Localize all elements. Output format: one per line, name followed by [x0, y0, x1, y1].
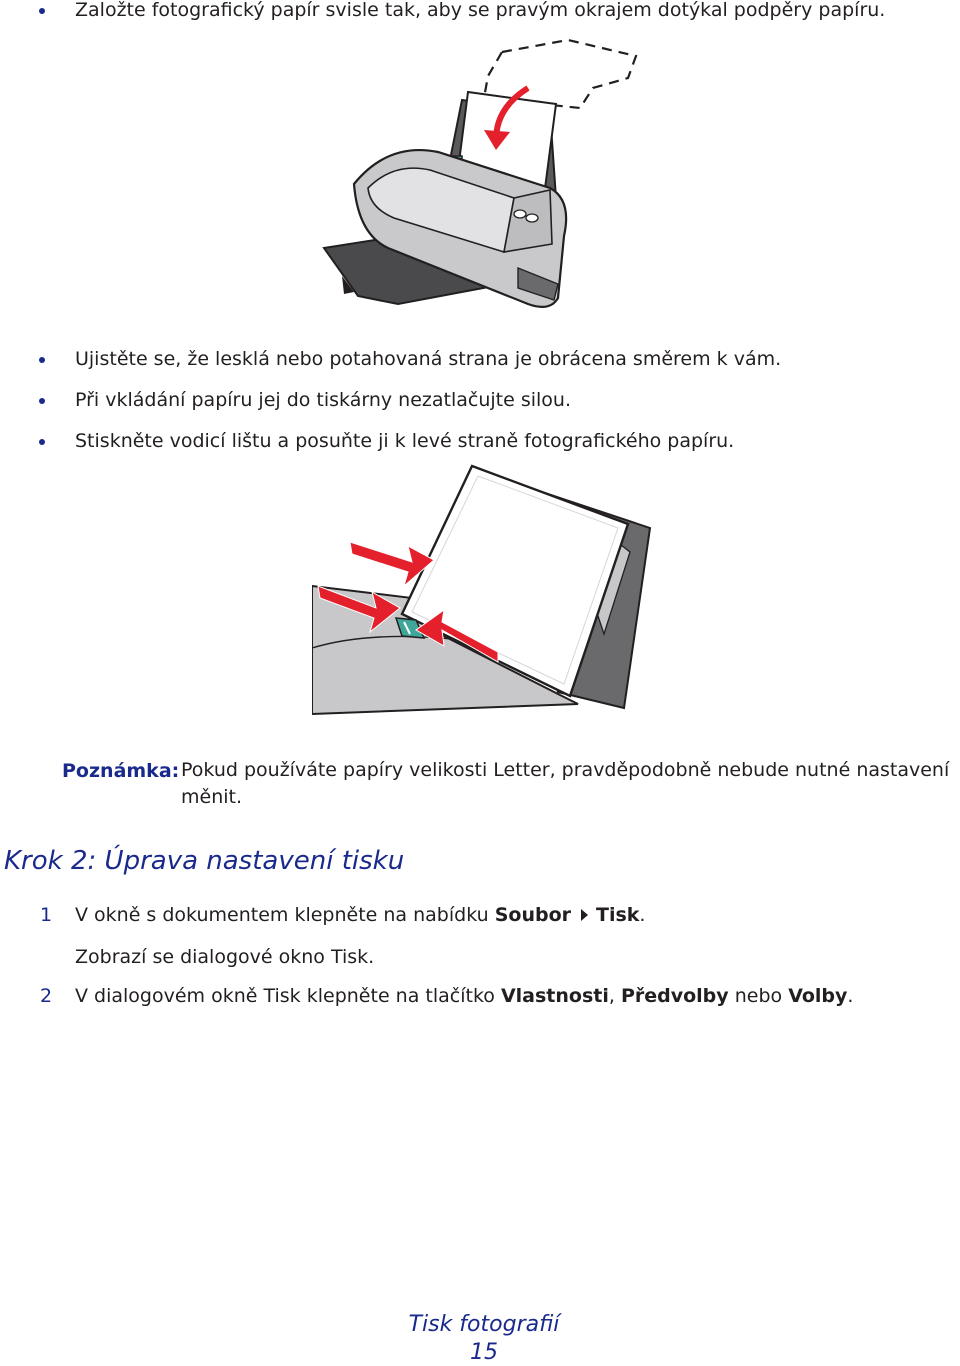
- footer-chapter: Tisk fotografií: [408, 1312, 560, 1337]
- step-text: [75, 984, 853, 1008]
- note-text: Pokud používáte papíry velikosti Letter, pravděpodobně nebude nutné nastavení měnit.: [181, 759, 950, 808]
- step-number: 2: [40, 985, 53, 1007]
- option-predvolby: Předvolby: [620, 985, 729, 1007]
- step-number: 1: [40, 904, 53, 926]
- menu-arrow-icon: [581, 909, 588, 921]
- step-sub-text: Zobrazí se dialogové okno Tisk.: [75, 946, 375, 968]
- step-text-before: V okně s dokumentem klepněte na nabídku: [75, 904, 495, 926]
- step-text-after: .: [639, 904, 646, 926]
- page-number: 15: [470, 1340, 498, 1365]
- option-volby: Volby: [788, 985, 848, 1007]
- step-text-after: .: [847, 985, 854, 1007]
- section-heading: Krok 2: Úprava nastavení tisku: [4, 846, 405, 876]
- menu-item-soubor: Soubor: [494, 904, 571, 926]
- bullet-item: Založte fotografický papír svisle tak, aby se pravým okrajem dotýkal podpěry papíru.: [75, 0, 886, 21]
- option-connector: nebo: [728, 985, 789, 1007]
- bullet-marker: [39, 398, 45, 404]
- printer-illustration: [318, 30, 648, 328]
- paper-guide-illustration: [312, 462, 658, 718]
- bullet-item: Stiskněte vodicí lištu a posuňte ji k levé straně fotografického papíru.: [75, 430, 735, 452]
- option-separator: ,: [608, 985, 621, 1007]
- option-vlastnosti: Vlastnosti: [500, 985, 609, 1007]
- menu-item-tisk: Tisk: [596, 904, 640, 926]
- bullet-item: Ujistěte se, že lesklá nebo potahovaná strana je obrácena směrem k vám.: [75, 348, 782, 370]
- bullet-marker: [39, 8, 45, 14]
- bullet-item: Při vkládání papíru jej do tiskárny nezatlačujte silou.: [75, 389, 572, 411]
- note-label: Poznámka:: [62, 760, 180, 782]
- bullet-marker: [39, 357, 45, 363]
- step-text: [75, 903, 645, 927]
- step-text-before: V dialogovém okně Tisk klepněte na tlačítko: [75, 985, 501, 1007]
- bullet-marker: [39, 439, 45, 445]
